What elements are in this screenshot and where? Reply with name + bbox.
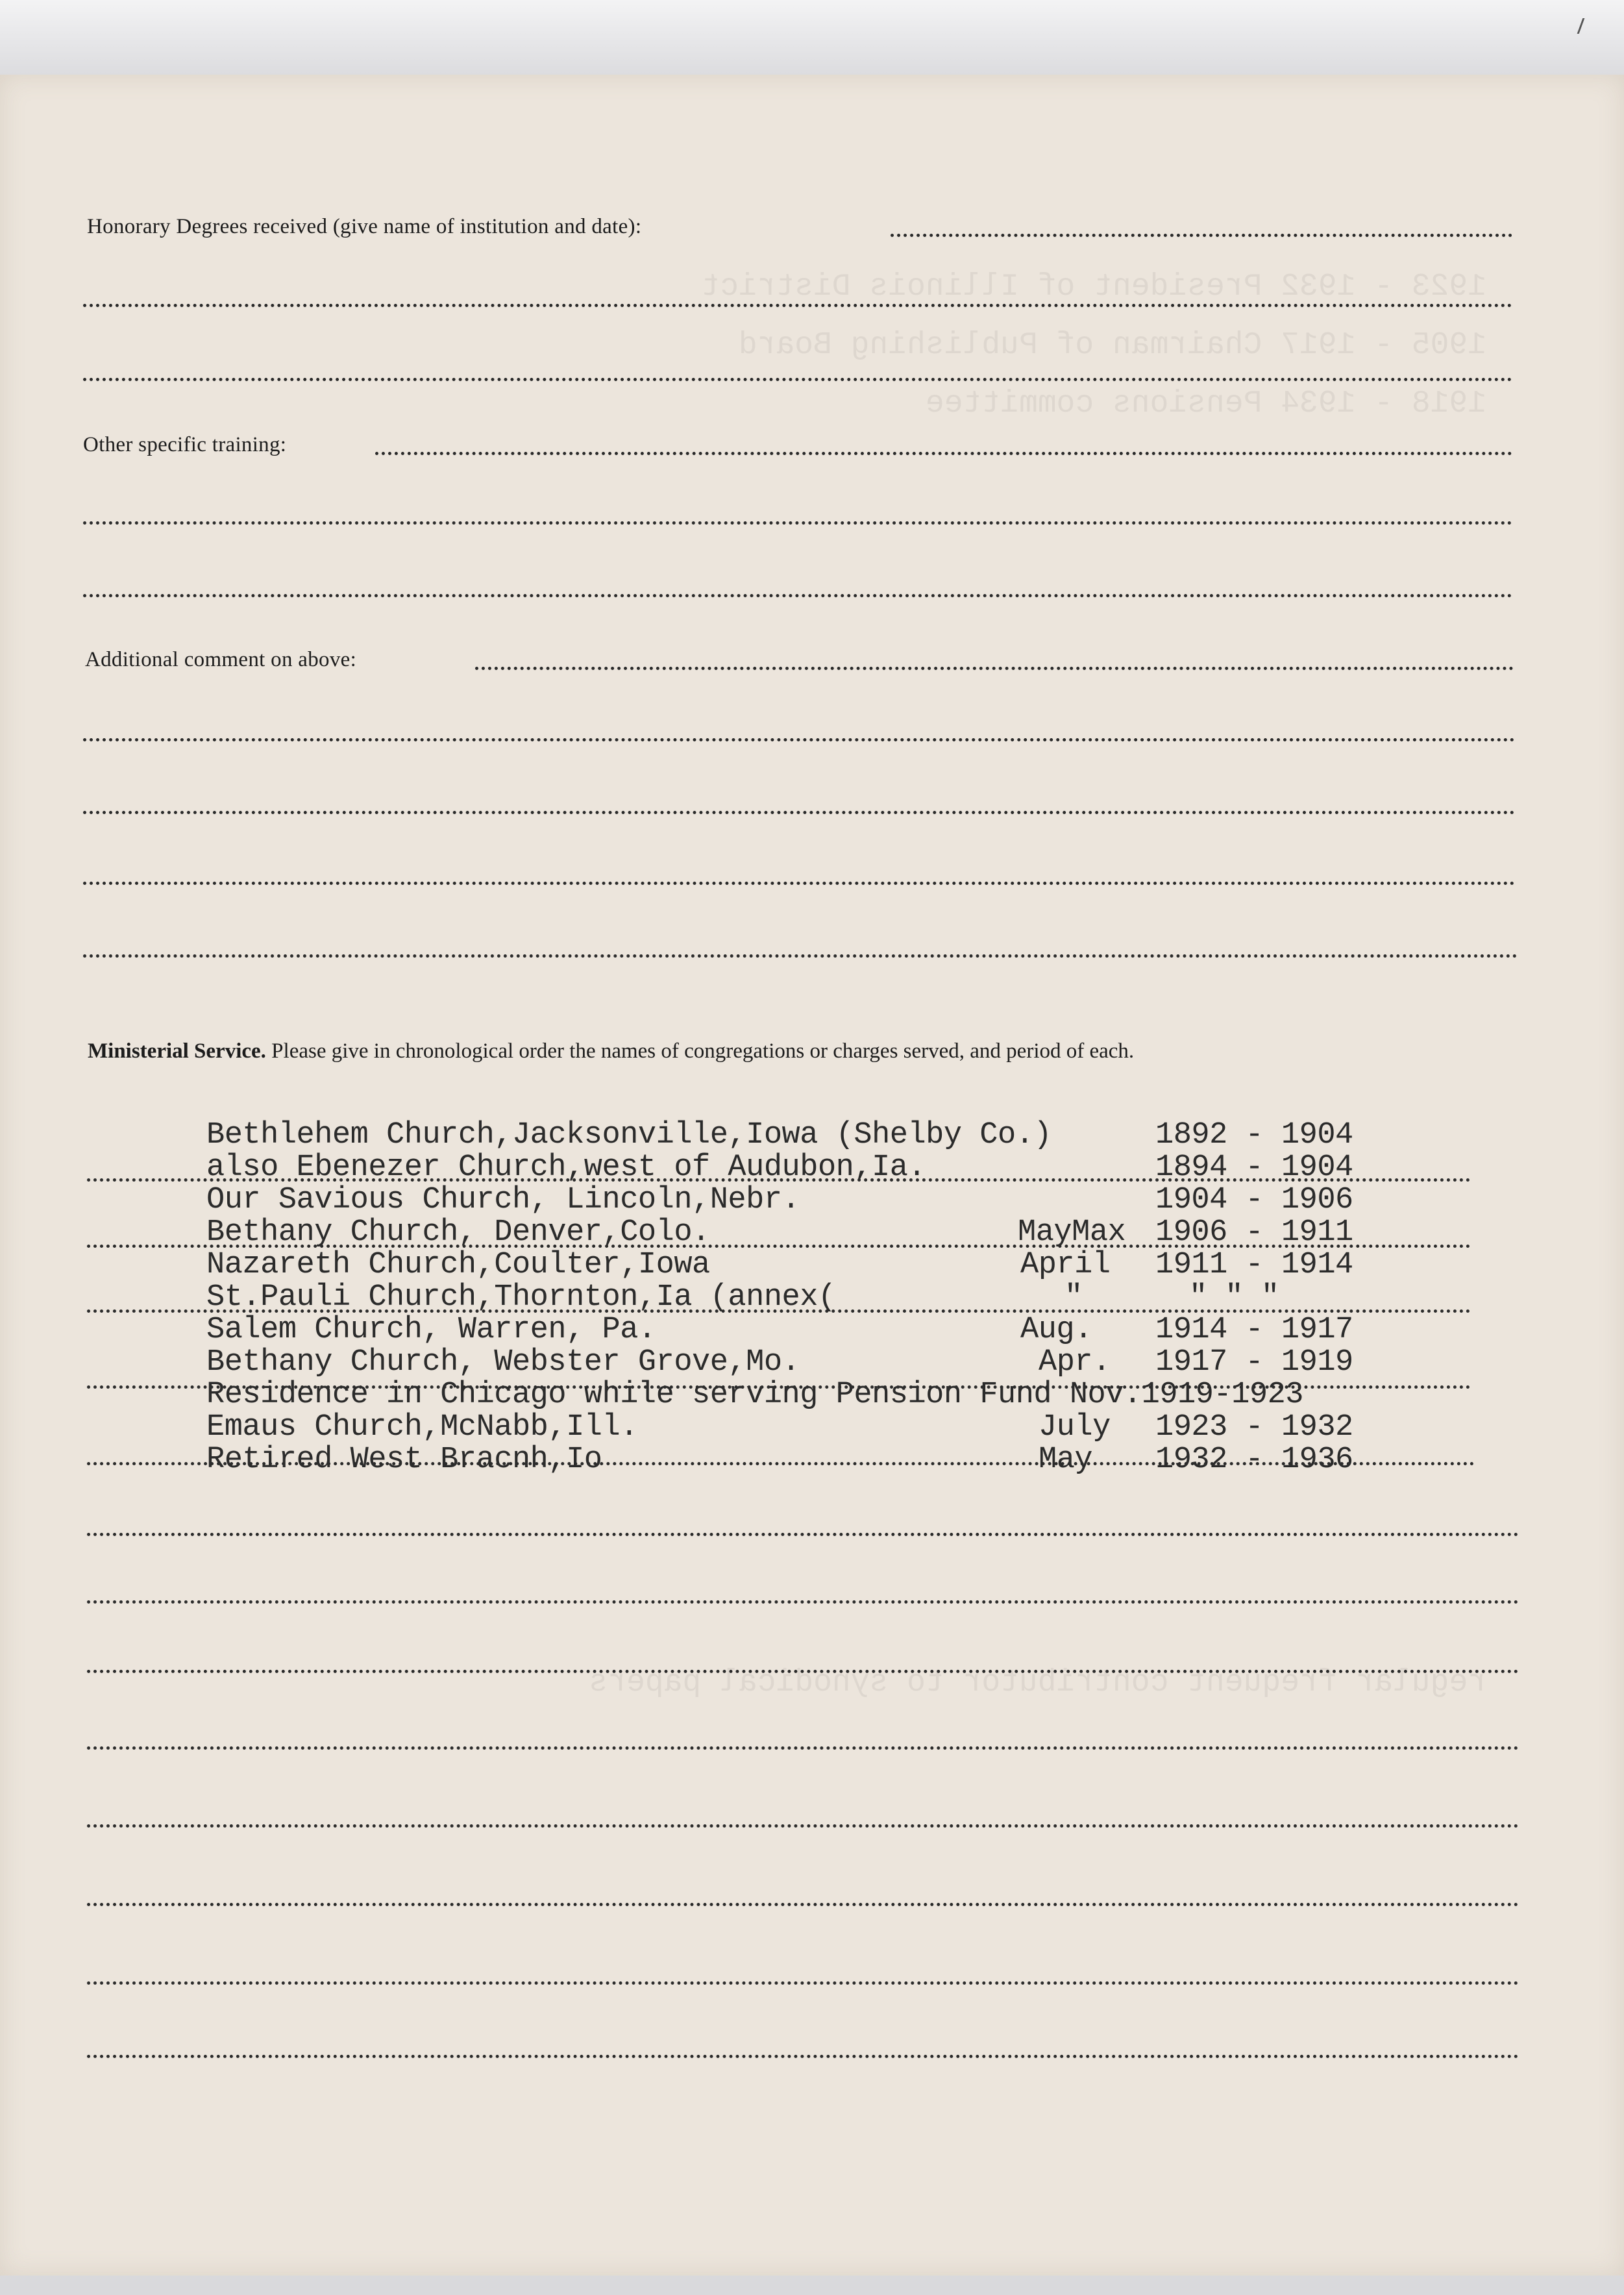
bleed-through-1: 1923 - 1932 President of Illinois District (701, 269, 1486, 304)
honorary-degrees-label: Honorary Degrees received (give name of institution and date): (87, 215, 642, 238)
bleed-through-4: regular frequent contributor to synodical papers (589, 1665, 1486, 1700)
service-line-8[interactable] (87, 1670, 1519, 1673)
service-entry-6-month: " (1064, 1280, 1083, 1315)
ministerial-service-text: Please give in chronological order the names of congregations or charges served, and period of each. (271, 1039, 1135, 1063)
service-line-7[interactable] (87, 1600, 1519, 1604)
service-line-11[interactable] (87, 1903, 1519, 1906)
service-entry-3-text: Our Savious Church, Lincoln,Nebr. (206, 1183, 800, 1217)
service-entry-2-years: 1894 - 1904 (1155, 1150, 1353, 1185)
honorary-degrees-line-1[interactable] (891, 234, 1512, 237)
additional-comment-label: Additional comment on above: (85, 648, 357, 671)
honorary-degrees-line-2[interactable] (83, 304, 1512, 307)
service-line-13[interactable] (87, 2055, 1519, 2058)
additional-comment-line-2[interactable] (83, 738, 1515, 741)
service-entry-8-text: Bethany Church, Webster Grove,Mo. (206, 1345, 800, 1380)
other-training-line-3[interactable] (83, 594, 1512, 597)
service-entry-1-text: Bethlehem Church,Jacksonville,Iowa (Shelby Co.) (206, 1118, 1052, 1152)
service-entry-6-text: St.Pauli Church,Thornton,Ia (annex( (206, 1280, 836, 1315)
bleed-through-3: 1918 - 1934 Pensions committee (925, 386, 1486, 421)
other-training-label: Other specific training: (83, 433, 287, 456)
ministerial-service-heading: Ministerial Service. (88, 1039, 266, 1063)
service-entry-2-text: also Ebenezer Church,west of Audubon,Ia. (206, 1150, 926, 1185)
other-training-line-2[interactable] (83, 521, 1512, 525)
service-entry-11-text: Retired West Bracnh,Io (206, 1443, 602, 1477)
bleed-through-2: 1905 - 1917 Chairman of Publishing Board (738, 328, 1486, 363)
service-entry-1-years: 1892 - 1904 (1155, 1118, 1353, 1152)
scanner-background-bottom (0, 2276, 1624, 2295)
additional-comment-line-5[interactable] (83, 954, 1518, 958)
additional-comment-line-4[interactable] (83, 882, 1515, 885)
service-line-12[interactable] (87, 1981, 1519, 1985)
service-entry-10-text: Emaus Church,McNabb,Ill. (206, 1410, 638, 1445)
service-entry-7-month: Aug. (1020, 1313, 1092, 1347)
service-entry-8-years: 1917 - 1919 (1155, 1345, 1353, 1380)
service-line-6[interactable] (87, 1533, 1519, 1536)
honorary-degrees-line-3[interactable] (83, 378, 1512, 381)
ministerial-service-instructions (88, 1028, 1535, 1074)
service-entry-4-text: Bethany Church, Denver,Colo. (206, 1215, 710, 1250)
service-line-10[interactable] (87, 1824, 1519, 1828)
service-entry-5-month: April (1020, 1248, 1111, 1282)
service-entry-11-month: May (1039, 1443, 1093, 1477)
service-entry-10-month: July (1039, 1410, 1111, 1445)
service-entry-3-years: 1904 - 1906 (1155, 1183, 1353, 1217)
service-line-9[interactable] (87, 1746, 1519, 1750)
service-entry-7-years: 1914 - 1917 (1155, 1313, 1353, 1347)
service-entry-11-years: 1932 - 1936 (1155, 1443, 1353, 1477)
service-entry-5-years: 1911 - 1914 (1155, 1248, 1353, 1282)
service-entry-10-years: 1923 - 1932 (1155, 1410, 1353, 1445)
service-entry-5-text: Nazareth Church,Coulter,Iowa (206, 1248, 710, 1282)
scanner-background-top (0, 0, 1624, 75)
service-entry-9-text: Residence in Chicago while serving Pension Fund Nov.1919-1923 (206, 1378, 1303, 1412)
service-entry-7-text: Salem Church, Warren, Pa. (206, 1313, 656, 1347)
service-entry-8-month: Apr. (1039, 1345, 1111, 1380)
other-training-line-1[interactable] (375, 452, 1512, 455)
additional-comment-line-3[interactable] (83, 811, 1515, 814)
service-entry-4-years: 1906 - 1911 (1155, 1215, 1353, 1250)
service-entry-4-month: MayMax (1018, 1215, 1126, 1250)
service-entry-6-years: " " " (1189, 1280, 1279, 1315)
additional-comment-line-1[interactable] (475, 667, 1514, 670)
